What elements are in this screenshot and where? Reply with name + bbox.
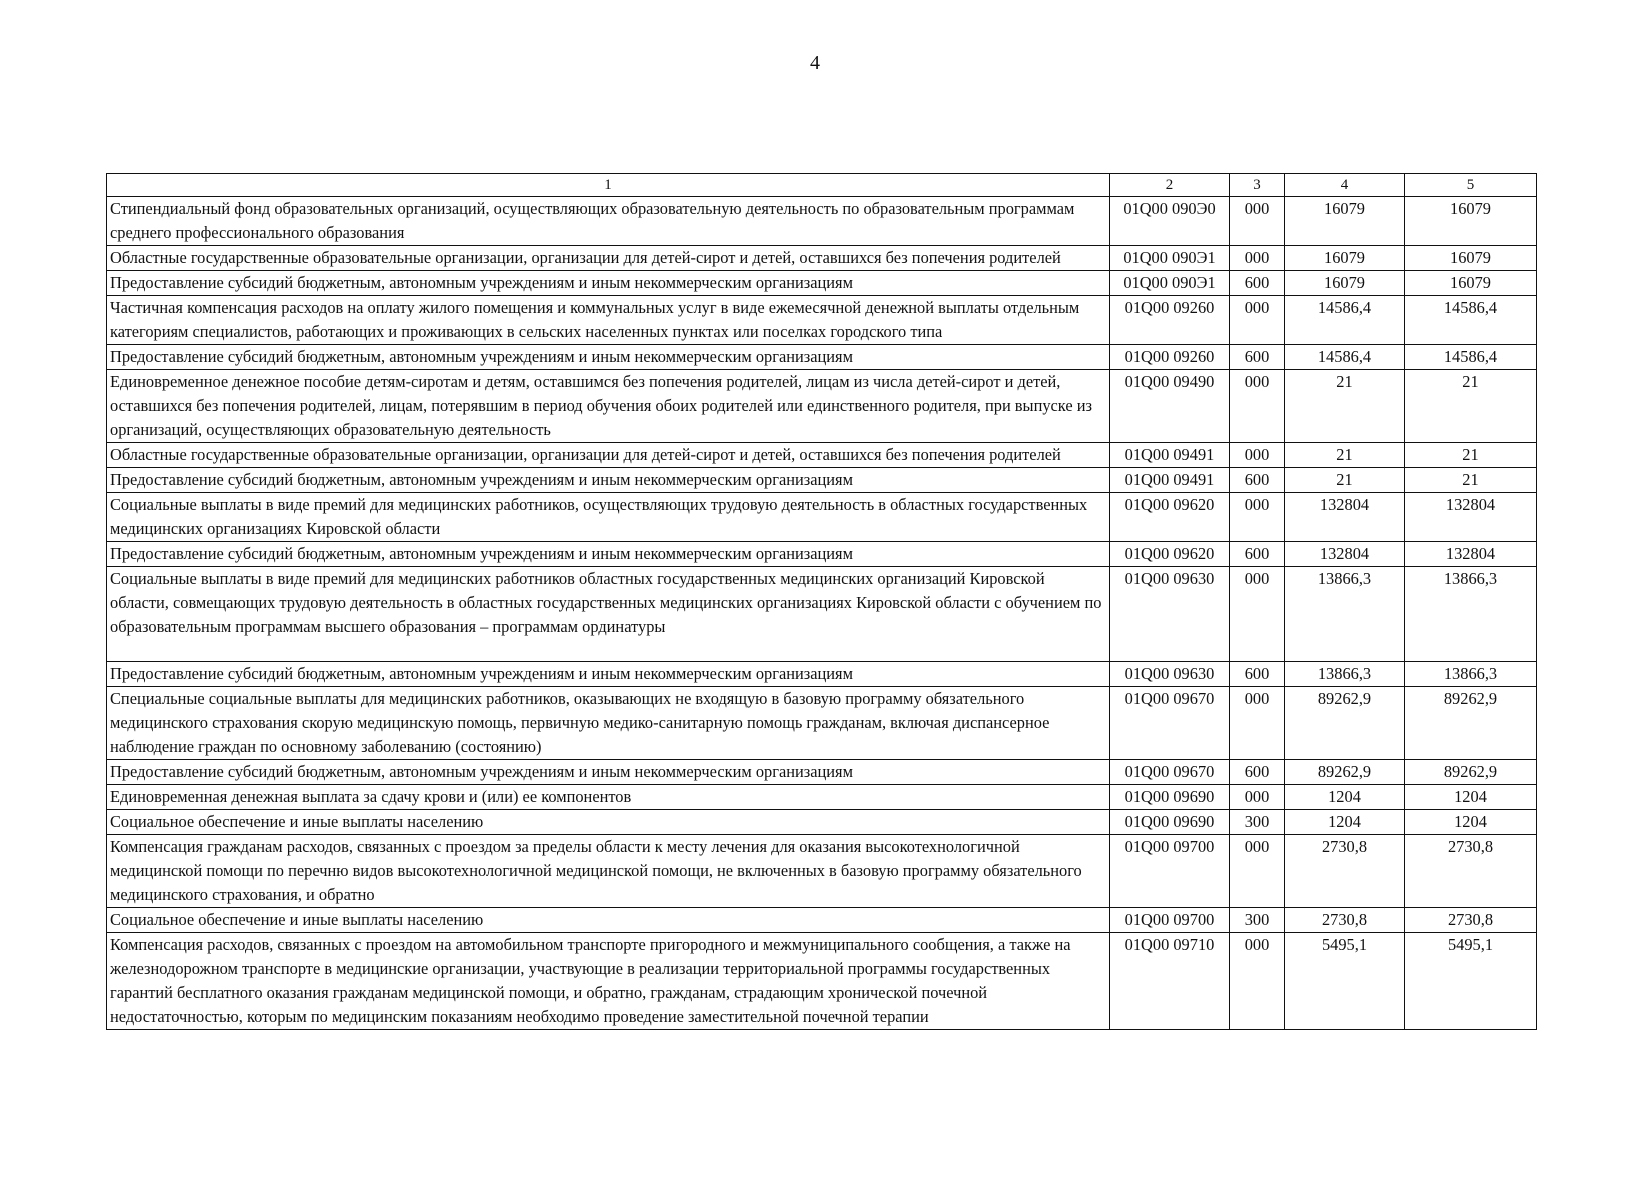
table-row — [107, 687, 1537, 760]
row-name: Социальное обеспечение и иные выплаты населению — [107, 908, 1110, 933]
row-amount-2: 89262,9 — [1405, 760, 1537, 785]
header-row — [107, 174, 1537, 197]
table-row — [107, 785, 1537, 810]
row-type: 300 — [1230, 810, 1285, 835]
page-number: 4 — [810, 52, 820, 74]
row-name: Компенсация расходов, связанных с проездом на автомобильном транспорте пригородного и межмуниципального сообщения, а также на железнодорожном транспорте в медицинские организации, участвующие в реализации территориальной программы государственных гарантий бесплатного оказания гражданам медицинской помощи, и обратно, гражданам, страдающим хронической почечной недостаточностью, которым по медицинским показаниям необходимо проведение заместительной почечной терапии — [107, 933, 1110, 1030]
row-amount-1: 13866,3 — [1285, 662, 1405, 687]
row-type: 600 — [1230, 542, 1285, 567]
table-row — [107, 542, 1537, 567]
row-code: 01Q00 09670 — [1110, 687, 1230, 760]
table-row — [107, 296, 1537, 345]
row-code: 01Q00 090Э0 — [1110, 197, 1230, 246]
row-amount-1: 5495,1 — [1285, 933, 1405, 1030]
row-type: 600 — [1230, 271, 1285, 296]
row-code: 01Q00 09630 — [1110, 662, 1230, 687]
table-row — [107, 468, 1537, 493]
row-name: Предоставление субсидий бюджетным, автономным учреждениям и иным некоммерческим организациям — [107, 662, 1110, 687]
table-row — [107, 933, 1537, 1030]
row-name: Предоставление субсидий бюджетным, автономным учреждениям и иным некоммерческим организациям — [107, 760, 1110, 785]
row-code: 01Q00 09620 — [1110, 542, 1230, 567]
row-amount-1: 21 — [1285, 370, 1405, 443]
row-amount-2: 16079 — [1405, 246, 1537, 271]
header-col-4: 4 — [1285, 174, 1405, 197]
row-amount-2: 89262,9 — [1405, 687, 1537, 760]
row-amount-2: 132804 — [1405, 542, 1537, 567]
row-amount-2: 132804 — [1405, 493, 1537, 542]
row-amount-1: 2730,8 — [1285, 835, 1405, 908]
row-type: 000 — [1230, 933, 1285, 1030]
row-name: Социальные выплаты в виде премий для медицинских работников, осуществляющих трудовую деятельность в областных государственных медицинских организациях Кировской области — [107, 493, 1110, 542]
table-row — [107, 370, 1537, 443]
row-type: 600 — [1230, 345, 1285, 370]
row-amount-1: 89262,9 — [1285, 760, 1405, 785]
row-type: 000 — [1230, 687, 1285, 760]
row-amount-2: 21 — [1405, 443, 1537, 468]
row-type: 000 — [1230, 246, 1285, 271]
row-amount-1: 132804 — [1285, 493, 1405, 542]
row-name: Единовременная денежная выплата за сдачу крови и (или) ее компонентов — [107, 785, 1110, 810]
row-type: 300 — [1230, 908, 1285, 933]
table-row — [107, 197, 1537, 246]
row-name: Предоставление субсидий бюджетным, автономным учреждениям и иным некоммерческим организациям — [107, 271, 1110, 296]
row-code: 01Q00 09490 — [1110, 370, 1230, 443]
row-amount-2: 2730,8 — [1405, 835, 1537, 908]
row-code: 01Q00 09260 — [1110, 296, 1230, 345]
row-name: Компенсация гражданам расходов, связанных с проездом за пределы области к месту лечения для оказания высокотехнологичной медицинской помощи по перечню видов высокотехнологичной медицинской помощи, не включенных в базовую программу обязательного медицинского страхования, и обратно — [107, 835, 1110, 908]
row-amount-1: 1204 — [1285, 785, 1405, 810]
table-row — [107, 567, 1537, 662]
row-code: 01Q00 09620 — [1110, 493, 1230, 542]
table-row — [107, 271, 1537, 296]
row-name: Социальное обеспечение и иные выплаты населению — [107, 810, 1110, 835]
row-code: 01Q00 09670 — [1110, 760, 1230, 785]
row-amount-2: 2730,8 — [1405, 908, 1537, 933]
table-row — [107, 662, 1537, 687]
row-amount-2: 21 — [1405, 370, 1537, 443]
row-type: 000 — [1230, 785, 1285, 810]
row-code: 01Q00 09710 — [1110, 933, 1230, 1030]
table-row — [107, 246, 1537, 271]
header-col-1: 1 — [107, 174, 1110, 197]
row-amount-1: 16079 — [1285, 271, 1405, 296]
row-amount-1: 21 — [1285, 468, 1405, 493]
row-name: Социальные выплаты в виде премий для медицинских работников областных государственных медицинских организаций Кировской области, совмещающих трудовую деятельность в областных государственных медицинских организациях Кировской области с обучением по образовательным программам высшего образования – программам ординатуры — [107, 567, 1110, 662]
row-amount-2: 16079 — [1405, 197, 1537, 246]
row-name: Областные государственные образовательные организации, организации для детей-сирот и детей, оставшихся без попечения родителей — [107, 246, 1110, 271]
row-code: 01Q00 09491 — [1110, 443, 1230, 468]
table-row — [107, 345, 1537, 370]
row-code: 01Q00 09491 — [1110, 468, 1230, 493]
row-code: 01Q00 09690 — [1110, 785, 1230, 810]
row-amount-1: 21 — [1285, 443, 1405, 468]
header-col-2: 2 — [1110, 174, 1230, 197]
row-code: 01Q00 09700 — [1110, 835, 1230, 908]
table-row — [107, 908, 1537, 933]
row-type: 000 — [1230, 493, 1285, 542]
row-amount-1: 132804 — [1285, 542, 1405, 567]
row-code: 01Q00 09700 — [1110, 908, 1230, 933]
budget-table — [106, 173, 1537, 1030]
row-type: 000 — [1230, 296, 1285, 345]
row-name: Предоставление субсидий бюджетным, автономным учреждениям и иным некоммерческим организациям — [107, 468, 1110, 493]
row-amount-2: 5495,1 — [1405, 933, 1537, 1030]
row-name: Специальные социальные выплаты для медицинских работников, оказывающих не входящую в базовую программу обязательного медицинского страхования скорую медицинскую помощь, первичную медико-санитарную помощь гражданам, включая диспансерное наблюдение граждан по основному заболеванию (состоянию) — [107, 687, 1110, 760]
row-type: 600 — [1230, 468, 1285, 493]
header-col-3: 3 — [1230, 174, 1285, 197]
row-amount-2: 1204 — [1405, 785, 1537, 810]
row-amount-1: 2730,8 — [1285, 908, 1405, 933]
row-amount-2: 1204 — [1405, 810, 1537, 835]
row-amount-2: 13866,3 — [1405, 662, 1537, 687]
row-code: 01Q00 090Э1 — [1110, 271, 1230, 296]
row-amount-1: 14586,4 — [1285, 345, 1405, 370]
row-type: 000 — [1230, 443, 1285, 468]
table-row — [107, 760, 1537, 785]
row-amount-1: 16079 — [1285, 197, 1405, 246]
row-type: 600 — [1230, 760, 1285, 785]
row-name: Предоставление субсидий бюджетным, автономным учреждениям и иным некоммерческим организациям — [107, 542, 1110, 567]
row-code: 01Q00 090Э1 — [1110, 246, 1230, 271]
row-type: 600 — [1230, 662, 1285, 687]
row-amount-2: 13866,3 — [1405, 567, 1537, 662]
row-type: 000 — [1230, 567, 1285, 662]
row-amount-2: 16079 — [1405, 271, 1537, 296]
row-code: 01Q00 09690 — [1110, 810, 1230, 835]
row-name: Областные государственные образовательные организации, организации для детей-сирот и детей, оставшихся без попечения родителей — [107, 443, 1110, 468]
row-name: Стипендиальный фонд образовательных организаций, осуществляющих образовательную деятельность по образовательным программам среднего профессионального образования — [107, 197, 1110, 246]
table-row — [107, 810, 1537, 835]
row-name: Частичная компенсация расходов на оплату жилого помещения и коммунальных услуг в виде ежемесячной денежной выплаты отдельным категориям специалистов, работающих и проживающих в сельских населенных пунктах или поселках городского типа — [107, 296, 1110, 345]
row-amount-1: 89262,9 — [1285, 687, 1405, 760]
row-type: 000 — [1230, 197, 1285, 246]
row-code: 01Q00 09260 — [1110, 345, 1230, 370]
header-col-5: 5 — [1405, 174, 1537, 197]
row-name: Предоставление субсидий бюджетным, автономным учреждениям и иным некоммерческим организациям — [107, 345, 1110, 370]
table-row — [107, 493, 1537, 542]
table-row — [107, 835, 1537, 908]
row-type: 000 — [1230, 835, 1285, 908]
row-amount-2: 14586,4 — [1405, 345, 1537, 370]
table-row — [107, 443, 1537, 468]
row-type: 000 — [1230, 370, 1285, 443]
row-amount-1: 1204 — [1285, 810, 1405, 835]
row-amount-1: 13866,3 — [1285, 567, 1405, 662]
row-name: Единовременное денежное пособие детям-сиротам и детям, оставшимся без попечения родителей, лицам из числа детей-сирот и детей, оставшихся без попечения родителей, лицам, потерявшим в период обучения обоих родителей или единственного родителя, при выпуске из организаций, осуществляющих образовательную деятельность — [107, 370, 1110, 443]
row-amount-1: 14586,4 — [1285, 296, 1405, 345]
row-amount-2: 21 — [1405, 468, 1537, 493]
row-amount-1: 16079 — [1285, 246, 1405, 271]
row-amount-2: 14586,4 — [1405, 296, 1537, 345]
row-code: 01Q00 09630 — [1110, 567, 1230, 662]
